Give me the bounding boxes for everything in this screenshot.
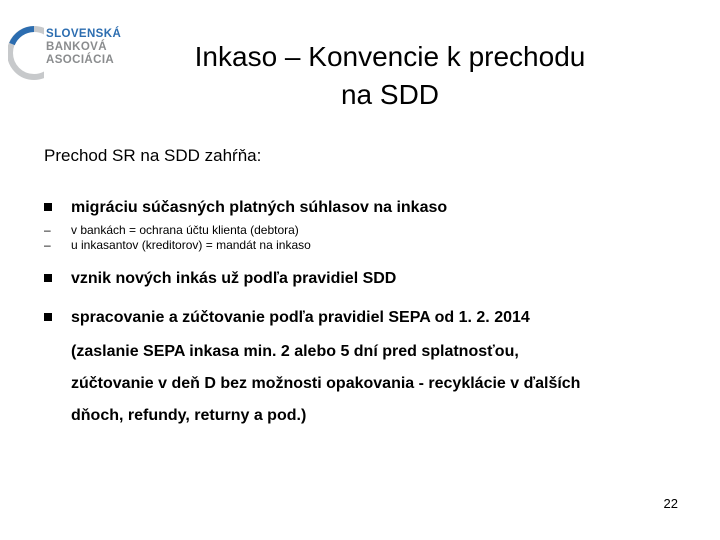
- dash-marker: –: [44, 223, 51, 237]
- square-bullet-icon: [44, 203, 52, 211]
- logo-line-2: BANKOVÁ: [46, 41, 107, 53]
- dash-marker: –: [44, 238, 51, 252]
- sub-item: [44, 238, 311, 252]
- bullet-text: spracovanie a zúčtovanie podľa pravidiel SEPA od 1. 2. 2014: [71, 309, 530, 326]
- bullet-text: vznik nových inkás už podľa pravidiel SDD: [71, 270, 397, 287]
- continuation-line: (zaslanie SEPA inkasa min. 2 alebo 5 dní pred splatnosťou,: [71, 343, 519, 360]
- slide-title-line-2: na SDD: [340, 79, 440, 110]
- slide-title: [140, 38, 640, 114]
- slide-title-line-1: Inkaso – Konvencie k prechodu: [194, 41, 586, 72]
- sba-logo: [8, 20, 138, 86]
- bullet-item: [44, 309, 530, 327]
- page-number: 22: [663, 496, 678, 511]
- square-bullet-icon: [44, 313, 52, 321]
- sub-item-text: v bankách = ochrana účtu klienta (debtora): [71, 223, 299, 237]
- logo-line-1: SLOVENSKÁ: [46, 28, 122, 40]
- logo-line-3: ASOCIÁCIA: [46, 54, 115, 66]
- bullet-text: migráciu súčasných platných súhlasov na inkaso: [71, 199, 448, 216]
- sub-item: [44, 223, 299, 237]
- sba-logo-emblem-icon: [8, 22, 44, 84]
- sub-item-text: u inkasantov (kreditorov) = mandát na inkaso: [71, 238, 311, 252]
- bullet-item: [44, 270, 396, 288]
- bullet-item: [44, 199, 447, 217]
- intro-text: Prechod SR na SDD zahŕňa:: [44, 146, 262, 165]
- continuation-line: dňoch, refundy, returny a pod.): [71, 407, 307, 424]
- square-bullet-icon: [44, 274, 52, 282]
- continuation-line: zúčtovanie v deň D bez možnosti opakovania - recyklácie v ďalších: [71, 375, 581, 392]
